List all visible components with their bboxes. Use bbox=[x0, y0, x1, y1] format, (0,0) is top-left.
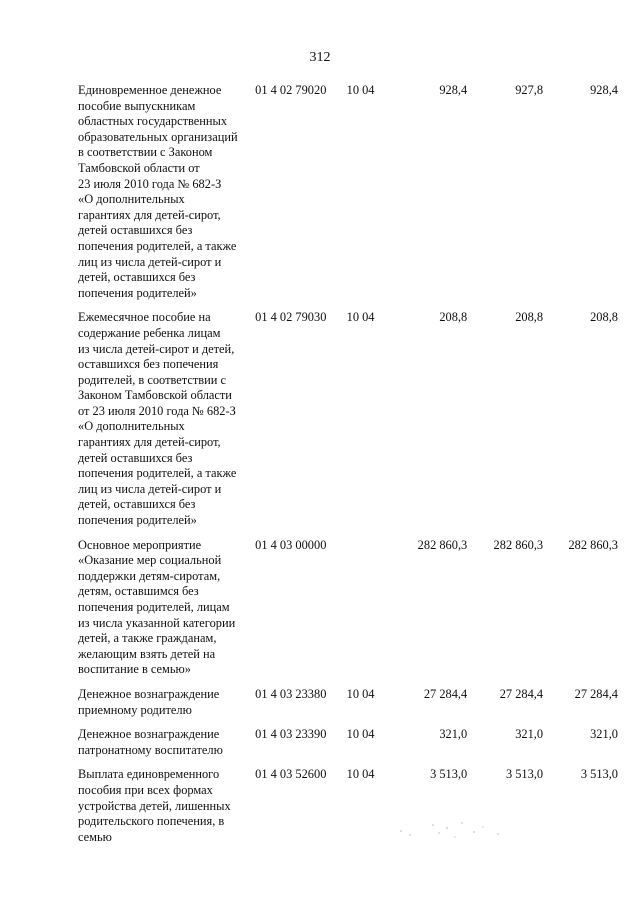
budget-table bbox=[78, 83, 618, 854]
row-value-1: 321,0 bbox=[439, 727, 468, 742]
row-section-code: 10 04 bbox=[346, 727, 375, 742]
row-value-2: 282 860,3 bbox=[493, 537, 544, 552]
scan-noise-specks bbox=[395, 815, 515, 845]
row-value-2: 321,0 bbox=[515, 727, 544, 742]
row-value-2: 927,8 bbox=[515, 83, 544, 97]
row-target-code: 01 4 03 23390 bbox=[255, 727, 327, 742]
row-target-code: 01 4 03 52600 bbox=[255, 767, 327, 782]
row-value-2: 27 284,4 bbox=[499, 686, 544, 701]
row-section-code: 10 04 bbox=[346, 686, 375, 701]
row-value-3: 3 513,0 bbox=[580, 767, 618, 782]
row-value-1: 928,4 bbox=[439, 83, 468, 97]
row-value-3: 208,8 bbox=[590, 310, 618, 325]
row-description: Денежное вознаграждение патронатному воспитателю bbox=[78, 727, 223, 757]
table-row bbox=[78, 727, 618, 758]
table-row bbox=[78, 538, 618, 678]
row-target-code: 01 4 03 00000 bbox=[255, 537, 327, 552]
table-row bbox=[78, 767, 618, 845]
row-target-code: 01 4 02 79020 bbox=[255, 83, 327, 97]
row-value-1: 282 860,3 bbox=[417, 537, 468, 552]
row-description: Единовременное денежное пособие выпускникам областных государственных образовательных организаций в соответствии с Законом Тамбовской области от 23 июля 2010 года № 682-З «О дополнительных гарантиях для детей-сирот, детей оставшихся без попечения родителей, а также лиц из числа детей-сирот и детей, оставшихся без попечения родителей» bbox=[78, 83, 238, 300]
row-value-3: 27 284,4 bbox=[574, 686, 618, 701]
table-row bbox=[78, 83, 618, 301]
row-value-3: 321,0 bbox=[590, 727, 618, 742]
row-value-2: 3 513,0 bbox=[505, 767, 544, 782]
row-value-3: 282 860,3 bbox=[568, 537, 618, 552]
row-description: Основное мероприятие «Оказание мер социальной поддержки детям-сиротам, детям, оставшимся без попечения родителей, лицам из числа указанной категории детей, а также гражданам, желающим взять детей на воспитание в семью» bbox=[78, 537, 236, 677]
table-row bbox=[78, 687, 618, 718]
page-number: 312 bbox=[309, 50, 331, 65]
row-description: Ежемесячное пособие на содержание ребенка лицам из числа детей-сирот и детей, оставшихся без попечения родителей, в соответствии с Законом Тамбовской области от 23 июля 2010 года № 682-З «О дополнительных гарантиях для детей-сирот, детей оставшихся без попечения родителей, а также лиц из числа детей-сирот и детей, оставшихся без попечения родителей» bbox=[78, 310, 237, 528]
row-target-code: 01 4 02 79030 bbox=[255, 310, 327, 325]
row-target-code: 01 4 03 23380 bbox=[255, 686, 327, 701]
row-value-1: 3 513,0 bbox=[430, 767, 468, 782]
table-row bbox=[78, 310, 618, 528]
row-section-code: 10 04 bbox=[346, 767, 375, 782]
row-description: Денежное вознаграждение приемному родителю bbox=[78, 686, 220, 717]
row-value-1: 27 284,4 bbox=[423, 686, 468, 701]
row-value-2: 208,8 bbox=[515, 310, 544, 325]
row-value-3: 928,4 bbox=[590, 83, 618, 97]
row-value-1: 208,8 bbox=[439, 310, 468, 325]
row-section-code: 10 04 bbox=[346, 310, 375, 325]
row-section-code: 10 04 bbox=[346, 83, 375, 97]
row-description: Выплата единовременного пособия при всех формах устройства детей, лишенных родительского попечения, в семью bbox=[78, 767, 231, 844]
